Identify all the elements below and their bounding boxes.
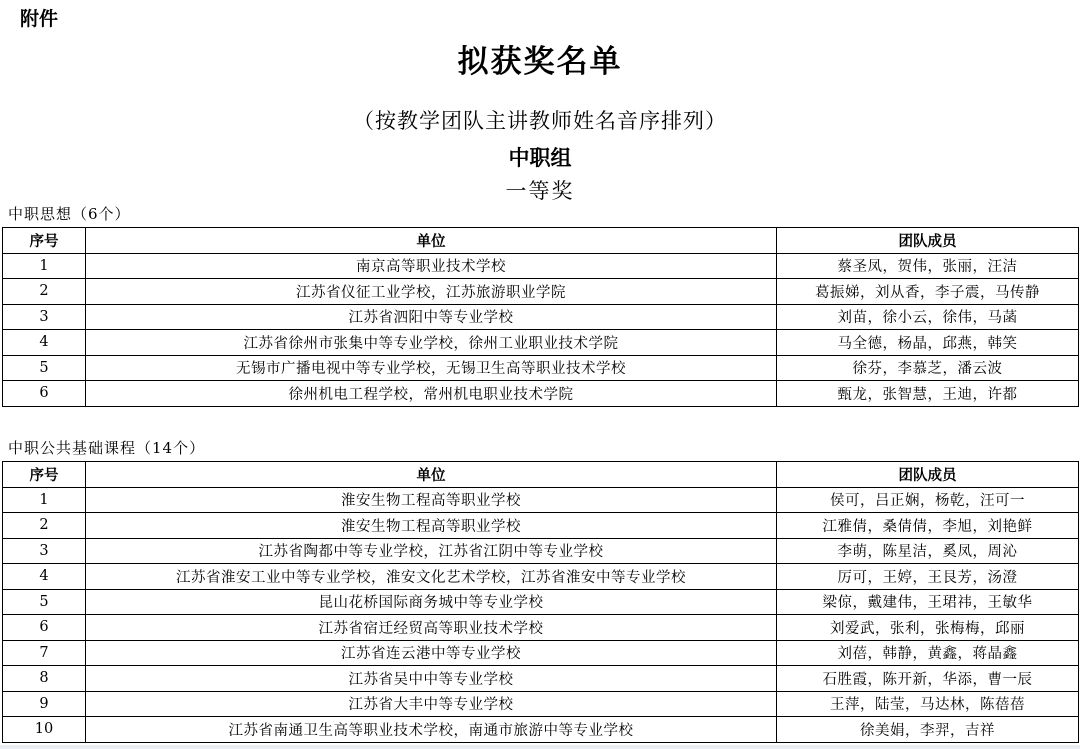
cell-number: 6 — [3, 615, 86, 641]
cell-number: 2 — [3, 279, 86, 305]
group-heading: 中职组 — [508, 146, 572, 170]
table-row — [3, 304, 1079, 330]
cell-number: 6 — [3, 381, 86, 407]
cell-members: 李萌，陈星洁，奚凤，周沁 — [777, 538, 1079, 564]
cell-number: 5 — [3, 589, 86, 615]
cell-unit: 昆山花桥国际商务城中等专业学校 — [86, 589, 777, 615]
cell-number: 4 — [3, 330, 86, 356]
cell-number: 3 — [3, 304, 86, 330]
table-header-row — [3, 462, 1079, 488]
cell-members: 葛振娣，刘从香，李子震，马传静 — [777, 279, 1079, 305]
attachment-label: 附件 — [20, 8, 59, 30]
cell-members: 王萍，陆莹，马达林，陈蓓蓓 — [777, 691, 1079, 717]
cell-unit: 江苏省宿迁经贸高等职业技术学校 — [86, 615, 777, 641]
cell-members: 刘蓓，韩静，黄鑫，蒋晶鑫 — [777, 640, 1079, 666]
column-header-number: 序号 — [3, 462, 86, 488]
cell-number: 3 — [3, 538, 86, 564]
cell-members: 蔡圣凤，贺伟，张丽，汪洁 — [777, 253, 1079, 279]
cell-unit: 淮安生物工程高等职业学校 — [86, 487, 777, 513]
column-header-number: 序号 — [3, 228, 86, 254]
table-row — [3, 691, 1079, 717]
cell-members: 甄龙，张智慧，王迪，许都 — [777, 381, 1079, 407]
cell-members: 侯可，吕正娴，杨乾，汪可一 — [777, 487, 1079, 513]
table-row — [3, 538, 1079, 564]
cell-number: 10 — [3, 717, 86, 743]
cell-unit: 江苏省吴中中等专业学校 — [86, 666, 777, 692]
column-header-members: 团队成员 — [777, 462, 1079, 488]
cell-members: 石胜霞，陈开新，华添，曹一辰 — [777, 666, 1079, 692]
table-row — [3, 330, 1079, 356]
column-header-unit: 单位 — [86, 228, 777, 254]
table-row — [3, 513, 1079, 539]
table-body — [3, 487, 1079, 742]
cell-number: 9 — [3, 691, 86, 717]
table-row — [3, 381, 1079, 407]
cell-number: 2 — [3, 513, 86, 539]
prize-level-heading: 一等奖 — [505, 179, 575, 203]
cell-members: 江雅倩，桑倩倩，李旭，刘艳鲜 — [777, 513, 1079, 539]
cell-number: 7 — [3, 640, 86, 666]
table-row — [3, 717, 1079, 743]
table-row — [3, 564, 1079, 590]
section-label-ideology: 中职思想（6个） — [8, 205, 131, 223]
award-table-public-basic — [2, 461, 1079, 743]
table-row — [3, 253, 1079, 279]
cell-members: 厉可，王婷，王艮芳，汤澄 — [777, 564, 1079, 590]
cell-unit: 南京高等职业技术学校 — [86, 253, 777, 279]
cell-members: 梁倞，戴建伟，王珺祎，王敏华 — [777, 589, 1079, 615]
cell-unit: 江苏省徐州市张集中等专业学校，徐州工业职业技术学院 — [86, 330, 777, 356]
cell-unit: 徐州机电工程学校，常州机电职业技术学院 — [86, 381, 777, 407]
column-header-members: 团队成员 — [777, 228, 1079, 254]
table-row — [3, 666, 1079, 692]
cell-unit: 无锡市广播电视中等专业学校，无锡卫生高等职业技术学校 — [86, 355, 777, 381]
table-row — [3, 640, 1079, 666]
table-row — [3, 487, 1079, 513]
cell-members: 徐美娟，李羿，吉祥 — [777, 717, 1079, 743]
cell-members: 徐芬，李慕芝，潘云波 — [777, 355, 1079, 381]
table-row — [3, 279, 1079, 305]
page-subtitle: （按教学团队主讲教师姓名音序排列） — [353, 109, 727, 133]
page-title: 拟获奖名单 — [457, 44, 623, 80]
cell-unit: 江苏省仪征工业学校，江苏旅游职业学院 — [86, 279, 777, 305]
cell-unit: 江苏省泗阳中等专业学校 — [86, 304, 777, 330]
scroll-edge — [0, 745, 1080, 749]
cell-unit: 江苏省陶都中等专业学校，江苏省江阴中等专业学校 — [86, 538, 777, 564]
cell-number: 5 — [3, 355, 86, 381]
column-header-unit: 单位 — [86, 462, 777, 488]
table-header-row — [3, 228, 1079, 254]
cell-number: 1 — [3, 487, 86, 513]
cell-unit: 淮安生物工程高等职业学校 — [86, 513, 777, 539]
cell-number: 8 — [3, 666, 86, 692]
section-label-public-basic: 中职公共基础课程（14个） — [8, 439, 206, 457]
table-row — [3, 355, 1079, 381]
table-body — [3, 253, 1079, 406]
cell-members: 刘苗，徐小云，徐伟，马菡 — [777, 304, 1079, 330]
cell-unit: 江苏省南通卫生高等职业技术学校，南通市旅游中等专业学校 — [86, 717, 777, 743]
cell-members: 马全德，杨晶，邱燕，韩笑 — [777, 330, 1079, 356]
cell-number: 4 — [3, 564, 86, 590]
cell-unit: 江苏省连云港中等专业学校 — [86, 640, 777, 666]
cell-unit: 江苏省大丰中等专业学校 — [86, 691, 777, 717]
cell-number: 1 — [3, 253, 86, 279]
table-row — [3, 589, 1079, 615]
award-table-ideology — [2, 227, 1079, 407]
table-row — [3, 615, 1079, 641]
cell-unit: 江苏省淮安工业中等专业学校，淮安文化艺术学校，江苏省淮安中等专业学校 — [86, 564, 777, 590]
cell-members: 刘爱武，张利，张梅梅，邱丽 — [777, 615, 1079, 641]
